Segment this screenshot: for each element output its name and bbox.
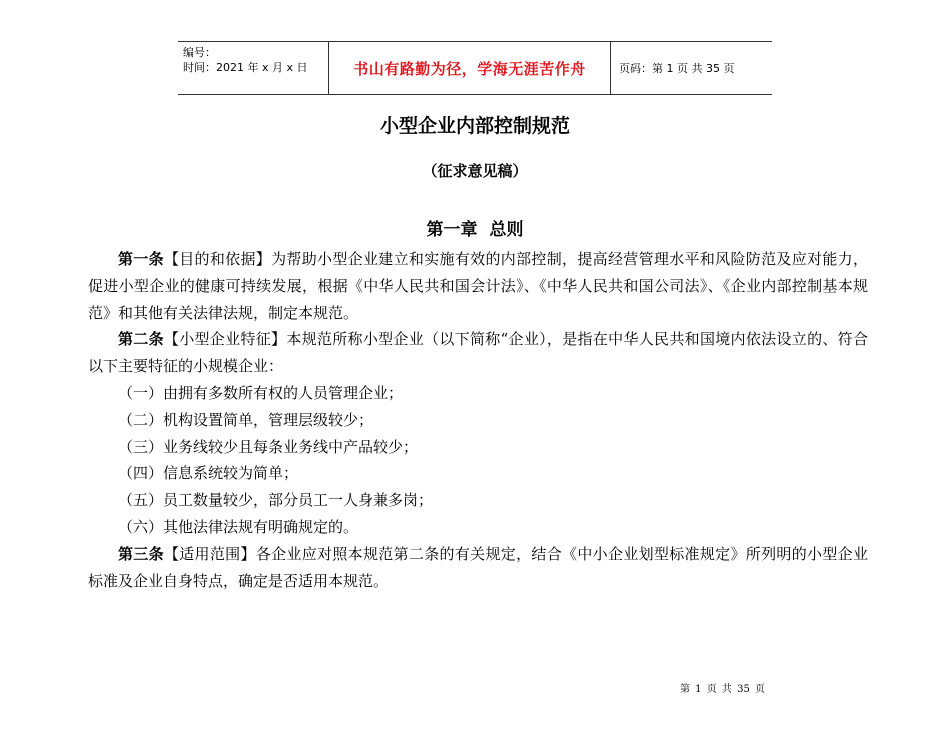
list-item: （二）机构设置简单，管理层级较少； (118, 410, 374, 429)
page-footer: 第 1 页 共 35 页 (680, 684, 765, 695)
article-label: 第三条 (118, 544, 164, 563)
article-paragraph (88, 326, 868, 380)
header-meta-cell (178, 42, 329, 94)
article-label: 第一条 (118, 250, 164, 268)
article-paragraph (88, 541, 868, 595)
article-text: 【目的和依据】为帮助小型企业建立和实施有效的内部控制，提高经营管理水平和风险防范及应对能力，促进小型企业的健康可持续发展，根据《中华人民共和国会计法》、《中华人民共和国公司法》、《企业内部控制基本规范》和其他有关法律法规，制定本规范。 (88, 250, 868, 322)
page-info: 页码：第 1 页 共 35 页 (619, 62, 735, 75)
motto-text: 书山有路勤为径，学海无涯苦作舟 (353, 59, 586, 78)
list-item: （六）其他法律法规有明确规定的。 (118, 517, 359, 536)
list-item: （四）信息系统较为简单； (118, 464, 299, 483)
list-item: （一）由拥有多数所有权的人员管理企业； (118, 383, 404, 402)
article-label: 第二条 (118, 330, 164, 349)
document-title: 小型企业内部控制规范 (379, 115, 570, 137)
chapter-heading: 第一章 总则 (426, 220, 524, 240)
number-label: 编号： (183, 46, 216, 59)
article-paragraph (88, 246, 868, 326)
header-page-cell (611, 42, 772, 94)
page-header (178, 41, 772, 95)
header-motto-cell (329, 42, 611, 94)
list-item: （三）业务线较少且每条业务线中产品较少； (118, 437, 419, 456)
document-subtitle: （征求意见稿） (422, 162, 528, 180)
article-text: 【适用范围】各企业应对照本规范第二条的有关规定，结合《中小企业划型标准规定》所列明的小型企业标准及企业自身特点，确定是否适用本规范。 (88, 544, 868, 590)
time-label: 时间：2021 年 x 月 x 日 (183, 61, 308, 74)
list-item: （五）员工数量较少，部分员工一人身兼多岗； (118, 491, 434, 510)
document-body (88, 246, 868, 594)
article-text: 【小型企业特征】本规范所称小型企业（以下简称“企业），是指在中华人民共和国境内依法设立的、符合以下主要特征的小规模企业： (88, 330, 868, 376)
